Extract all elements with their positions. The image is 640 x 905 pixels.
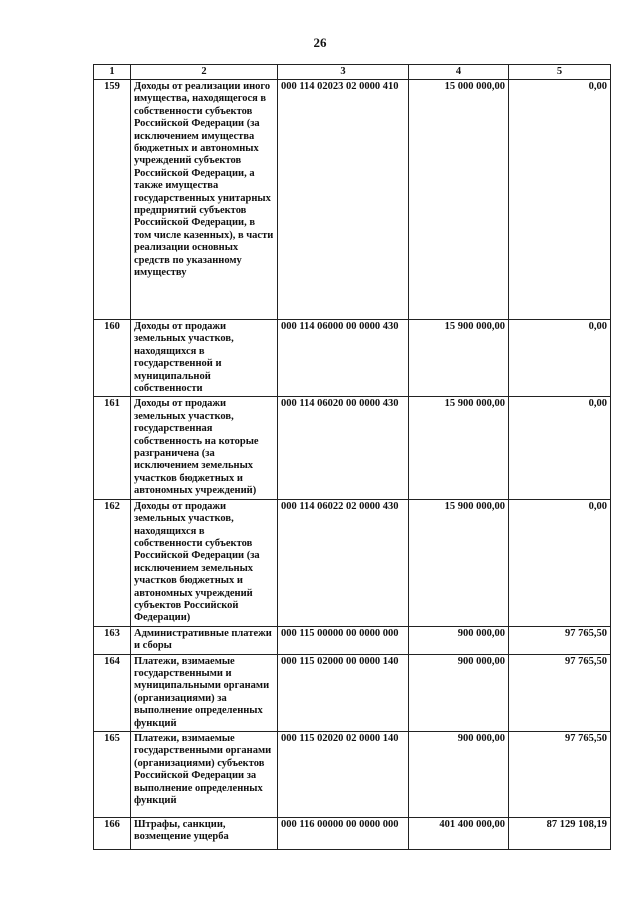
row-plan: 15 000 000,00 [409, 80, 509, 320]
row-actual: 0,00 [509, 320, 611, 397]
table-row [94, 626, 611, 654]
row-name: Доходы от реализации иного имущества, находящегося в собственности субъектов Российской Федерации (за исключением имущества бюджетных и автономных учреждений субъектов Российской Федерации, а также имущества государственных унитарных предприятий субъектов Российской Федерации, в том числе казенных), в части реализации основных средств по указанному имуществу [131, 80, 278, 320]
row-code: 000 115 02020 02 0000 140 [278, 732, 409, 818]
row-actual: 97 765,50 [509, 626, 611, 654]
row-number: 159 [94, 80, 131, 320]
row-number: 166 [94, 818, 131, 850]
row-actual: 97 765,50 [509, 654, 611, 731]
row-name: Доходы от продажи земельных участков, находящихся в собственности субъектов Российской Федерации (за исключением земельных участков бюджетных и автономных учреждений субъектов Российской Федерации) [131, 499, 278, 626]
row-actual: 87 129 108,19 [509, 818, 611, 850]
row-plan: 900 000,00 [409, 654, 509, 731]
row-plan: 401 400 000,00 [409, 818, 509, 850]
row-code: 000 116 00000 00 0000 000 [278, 818, 409, 850]
row-number: 164 [94, 654, 131, 731]
column-header-4: 4 [409, 65, 509, 80]
row-number: 165 [94, 732, 131, 818]
table-row [94, 397, 611, 499]
row-name: Платежи, взимаемые государственными и муниципальными органами (организациями) за выполнение определенных функций [131, 654, 278, 731]
column-header-1: 1 [94, 65, 131, 80]
table-row [94, 80, 611, 320]
row-actual: 97 765,50 [509, 732, 611, 818]
row-actual: 0,00 [509, 499, 611, 626]
row-code: 000 115 02000 00 0000 140 [278, 654, 409, 731]
row-number: 161 [94, 397, 131, 499]
row-plan: 15 900 000,00 [409, 397, 509, 499]
row-number: 163 [94, 626, 131, 654]
row-code: 000 115 00000 00 0000 000 [278, 626, 409, 654]
row-name: Доходы от продажи земельных участков, государственная собственность на которые разграничена (за исключением земельных участков бюджетных и автономных учреждений) [131, 397, 278, 499]
row-actual: 0,00 [509, 80, 611, 320]
table-row [94, 320, 611, 397]
column-header-3: 3 [278, 65, 409, 80]
row-code: 000 114 06000 00 0000 430 [278, 320, 409, 397]
row-name: Штрафы, санкции, возмещение ущерба [131, 818, 278, 850]
row-number: 160 [94, 320, 131, 397]
table-row [94, 818, 611, 850]
row-code: 000 114 02023 02 0000 410 [278, 80, 409, 320]
row-plan: 900 000,00 [409, 732, 509, 818]
revenue-table [93, 64, 611, 850]
header-row [94, 65, 611, 80]
row-code: 000 114 06020 00 0000 430 [278, 397, 409, 499]
table-row [94, 732, 611, 818]
row-name: Платежи, взимаемые государственными органами (организациями) субъектов Российской Федерации за выполнение определенных функций [131, 732, 278, 818]
column-header-2: 2 [131, 65, 278, 80]
table-row [94, 499, 611, 626]
row-plan: 900 000,00 [409, 626, 509, 654]
row-plan: 15 900 000,00 [409, 499, 509, 626]
row-name: Административные платежи и сборы [131, 626, 278, 654]
row-actual: 0,00 [509, 397, 611, 499]
table-header [94, 65, 611, 80]
row-code: 000 114 06022 02 0000 430 [278, 499, 409, 626]
page-number: 26 [313, 35, 327, 50]
row-number: 162 [94, 499, 131, 626]
row-plan: 15 900 000,00 [409, 320, 509, 397]
table-row [94, 654, 611, 731]
column-header-5: 5 [509, 65, 611, 80]
row-name: Доходы от продажи земельных участков, находящихся в государственной и муниципальной собственности [131, 320, 278, 397]
table-body [94, 80, 611, 850]
